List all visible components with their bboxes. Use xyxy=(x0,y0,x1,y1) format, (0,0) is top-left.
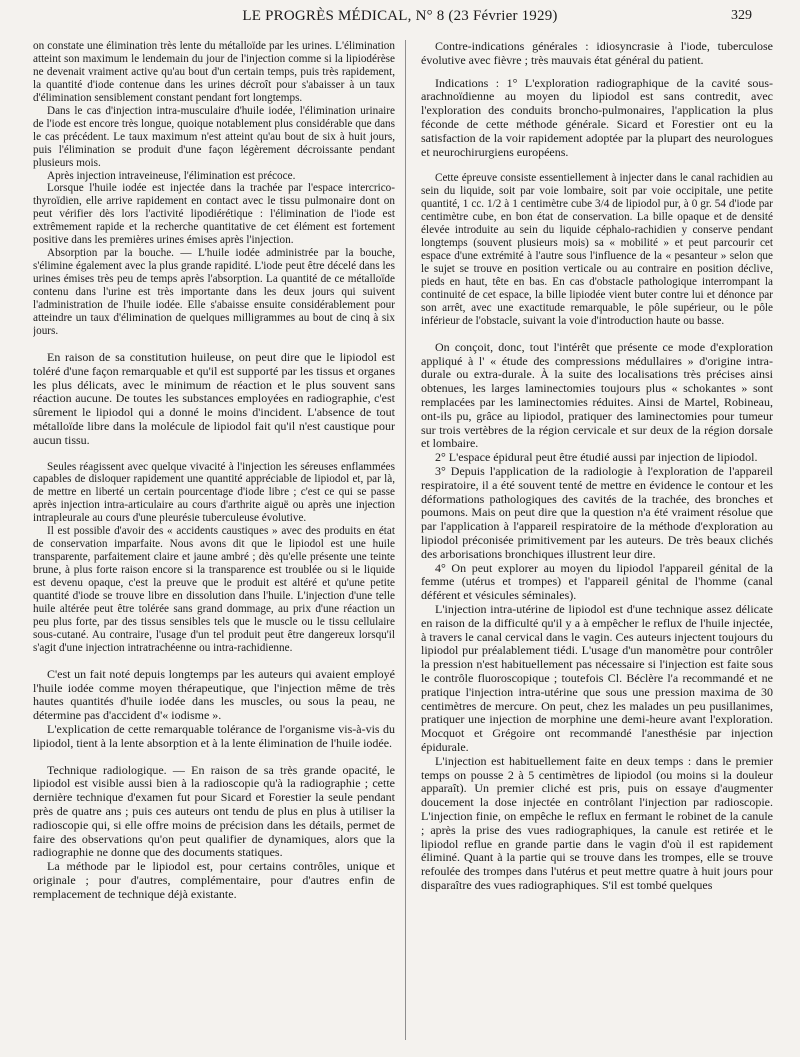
paragraph: L'injection est habituellement faite en deux temps : dans le premier temps on pousse 2 à 5 centimètres de lipiodol (ou moins si la douleur apparaît). Un premier cliché est pris, puis on essaye d'augmenter doucement la dose injectée en contrôlant l'injection par radioscopie. L'injection finie, on empêche le reflux en fermant le robinet de la canule ; après la prise des vues radiographiques, la canule est retirée et le lipiodol reflue en grande partie dans le vagin d'où il est rapidement éliminé. Quant à la partie qui se trouve dans les trompes, elle se trouve refoulée des trompes dans l'utérus et peut mettre quatre à huit jours pour disparaître des vues radiographiques. S'il est tombé quelques xyxy=(421,753,773,892)
paragraph: Indications : 1° L'exploration radiographique de la cavité sous-arachnoïdienne au moyen du lipiodol est sans contredit, avec l'exploration des conduits broncho-pulmonaires, l'application la plus féconde de cette méthode générale. Sicard et Forestier ont eu la satisfaction de la voir rapidement adoptée par la plupart des neurologues et neurochirurgiens européens. xyxy=(421,75,773,159)
right-column xyxy=(421,40,773,1045)
paragraph: L'explication de cette remarquable tolérance de l'organisme vis-à-vis du lipiodol, tient à la lente absorption et à la lente élimination de l'huile iodée. xyxy=(33,721,395,750)
paragraph: Il est possible d'avoir des « accidents caustiques » avec des produits en état de conservation imparfaite. Nous avons dit que le lipiodol est une huile transparente, parfaitement claire et jaune ambré ; dès qu'elle présente une teinte brune, à plus forte raison encore si la transparence est troublée ou si le liquide est devenu opaque, c'est la preuve que le produit est altéré et qu'une petite quantité d'iode se trouve libre en dissolution dans l'huile. L'injection d'une telle huile altérée peut être tolérée sans grand dommage, au prix d'une réaction un peu plus forte, par des tissus sensibles tels que le muscle ou le tissu cellulaire sous-cutané. Au contraire, l'usage d'un tel produit peut être dangereux lorsqu'il s'agit d'une injection intratrachéenne ou intra-rachidienne. xyxy=(33,525,395,654)
paragraph: Absorption par la bouche. — L'huile iodée administrée par la bouche, s'élimine également avec la plus grande rapidité. L'iode peut être décelé dans les urines émises très peu de temps après l'absorption. La quantité de ce métalloïde contenu dans l'urine est très importante dans les deux jours qui suivent l'administration de l'huile iodée. Elle s'abaisse ensuite considérablement pour atteindre un taux d'élimination de quelques milligrammes au bout de cinq à six jours. xyxy=(33,247,395,337)
paragraph: L'injection intra-utérine de lipiodol est d'une technique assez délicate en raison de la difficulté qu'il y a à empêcher le reflux de l'huile injectée, à travers le canal cervical dans le vagin. Ces auteurs injectent toujours du lipiodol pur préalablement tiédi. L'usage d'un manomètre pour contrôler la pression n'est habituellement pas nécessaire si l'injection est faite sous le contrôle fluoroscopique ; toutefois Cl. Béclère l'a recommandé et ne pratique l'injection intra-utérine que sous une pression maxima de 30 centimètres de mercure. On peut, chez les malades un peu pusillanimes, pratiquer une injection de morphine une demi-heure avant l'exploration. Mocquot et Grégoire ont recommandé l'anesthésie par injection épidurale. xyxy=(421,601,773,754)
page-header xyxy=(0,8,800,28)
paragraph: Cette épreuve consiste essentiellement à injecter dans le canal rachidien au sein du liquide, soit par voie lombaire, soit par voie occipitale, une petite quantité, 1 cc. 1/2 à 1 centimètre cube 3/4 de lipiodol pur, à 0 gr. 54 d'iode par centimètre cube, en bon état de conservation. La bille opaque et de densité élevée introduite au sein du liquide céphalo-rachidien y conserve pendant longtemps (souvent plusieurs mois) sa « mobilité » et peut parcourir cet espace d'une extrémité à l'autre sous l'influence de la « pesanteur » selon que le sujet se trouve en position verticale ou au contraire en position déclive, pieds en haut, tête en bas. En cas d'obstacle pathologique interrompant la continuité de cet espace, la bille lipiodée vient buter contre lui et dénonce par son arrêt, avec une exactitude remarquable, le pôle supérieur, ou le pôle inférieur de l'obstacle, suivant la voie d'introduction haute ou basse. xyxy=(421,172,773,327)
paragraph: Après injection intraveineuse, l'élimination est précoce. xyxy=(47,169,296,182)
paragraph: La méthode par le lipiodol est, pour certains contrôles, unique et originale ; pour d'autres, complémentaire, pour d'autres enfin de remplacement de technique déjà existante. xyxy=(33,859,395,901)
paragraph: Lorsque l'huile iodée est injectée dans la trachée par l'espace intercrico-thyroïdien, elle arrive rapidement en contact avec le tissu pulmonaire dont on peut vérifier dès lors l'activité lipodiérétique : l'élimination de l'iode est extrêmement rapide et la recherche quantitative de cet élément est fortement positive dans les premières urines émises après l'injection. xyxy=(33,182,395,247)
paragraph: Seules réagissent avec quelque vivacité à l'injection les séreuses enflammées capables de disloquer rapidement une quantité appréciable de lipiodol et, par là, de mettre en liberté un certain pourcentage d'iode libre ; c'est ce qui se passe après injection intra-articulaire au cours d'arthrite aiguë ou après une injection intrapleurale au cours d'une pleurésie tuberculeuse évolutive. xyxy=(33,460,395,525)
left-column xyxy=(33,40,395,1045)
page-number: 329 xyxy=(731,8,752,23)
paragraph: Technique radiologique. — En raison de sa très grande opacité, le lipiodol est visible aussi bien à la radioscopie qu'à la radiographie ; cette dernière technique d'examen fut pour Sicard et Forestier la seule pendant près de quatre ans ; puis ces auteurs ont tendu de plus en plus à utiliser la radioscopie qui, si elle offre moins de précision dans les détails, permet de faire des observations qu'on peut qualifier de dynamiques, alors que la radiographie ne donne que des documents statiques. xyxy=(33,762,395,860)
paragraph: En raison de sa constitution huileuse, on peut dire que le lipiodol est toléré d'une façon remarquable et qu'il est supporté par les tissus et organes les plus délicats, avec le minimum de réaction et le plus souvent sans réaction aucune. De toutes les substances employées en radiographie, c'est sûrement le lipiodol qui a donné le moins d'incident. L'absence de tout métalloïde libre dans la molécule de lipiodol fait qu'il n'est caustique pour aucun tissu. xyxy=(33,349,395,447)
paragraph: 4° On peut explorer au moyen du lipiodol l'appareil génital de la femme (utérus et trompes) et l'appareil génital de l'homme (canal déférent et vésicules séminales). xyxy=(421,560,773,603)
paragraph: Contre-indications générales : idiosyncrasie à l'iode, tuberculose évolutive avec fièvre ; très mauvais état général du patient. xyxy=(421,40,773,67)
running-title: LE PROGRÈS MÉDICAL, N° 8 (23 Février 1929) xyxy=(242,8,558,24)
paragraph: on constate une élimination très lente du métalloïde par les urines. L'élimination atteint son maximum le lendemain du jour de l'injection comme si la lipiodérèse ne devenait vraiment active qu'au bout d'un certain temps, puis très rapidement, la quantité d'iode contenue dans les urines décroît pour s'abaisser à un taux d'élimination sensiblement constant pendant fort longtemps. xyxy=(33,40,395,104)
paragraph: 2° L'espace épidural peut être étudié aussi par injection de lipiodol. xyxy=(435,450,758,465)
paragraph: 3° Depuis l'application de la radiologie à l'exploration de l'appareil respiratoire, il a été souvent tenté de mettre en évidence le contour et les déformations pathologiques des cavités de la trachée, des bronches et poumons. Mais on peut dire que la question n'a été vraiment résolue que par l'application à l'appareil respiratoire de la méthode d'exploration au lipiodol préconisée primitivement par les auteurs. De très beaux clichés des arborisations bronchiques illustrent leur dire. xyxy=(421,463,773,561)
paragraph: On conçoit, donc, tout l'intérêt que présente ce mode d'exploration appliqué à l' « étude des compressions médullaires » d'origine intra-durale ou extra-durale. À la suite des localisations très précises ainsi obtenues, les larges laminectomies toujours plus « schokantes » sont remplacées par les laminectomies réduites. Ainsi de Martel, Robineau, ont-ils pu, grâce au lipiodol, pratiquer des laminectomies pour tumeur sur trois vertèbres de la région cervicale et sur deux de la région dorsale et lombaire. xyxy=(421,339,773,451)
paragraph: Dans le cas d'injection intra-musculaire d'huile iodée, l'élimination urinaire de l'iode est encore très longue, quoique notablement plus considérable que dans le cas précédent. Le taux maximum n'est atteint qu'au bout de six à huit jours, puis l'élimination se produit d'une façon légèrement décroissante pendant plusieurs mois. xyxy=(33,104,395,169)
column-rule xyxy=(405,40,406,1040)
paragraph: C'est un fait noté depuis longtemps par les auteurs qui avaient employé l'huile iodée comme moyen thérapeutique, que l'injection même de très hautes quantités d'huile iodée dans les muscles, ou sous la peau, ne détermine pas d'accident d'« iodisme ». xyxy=(33,666,395,723)
